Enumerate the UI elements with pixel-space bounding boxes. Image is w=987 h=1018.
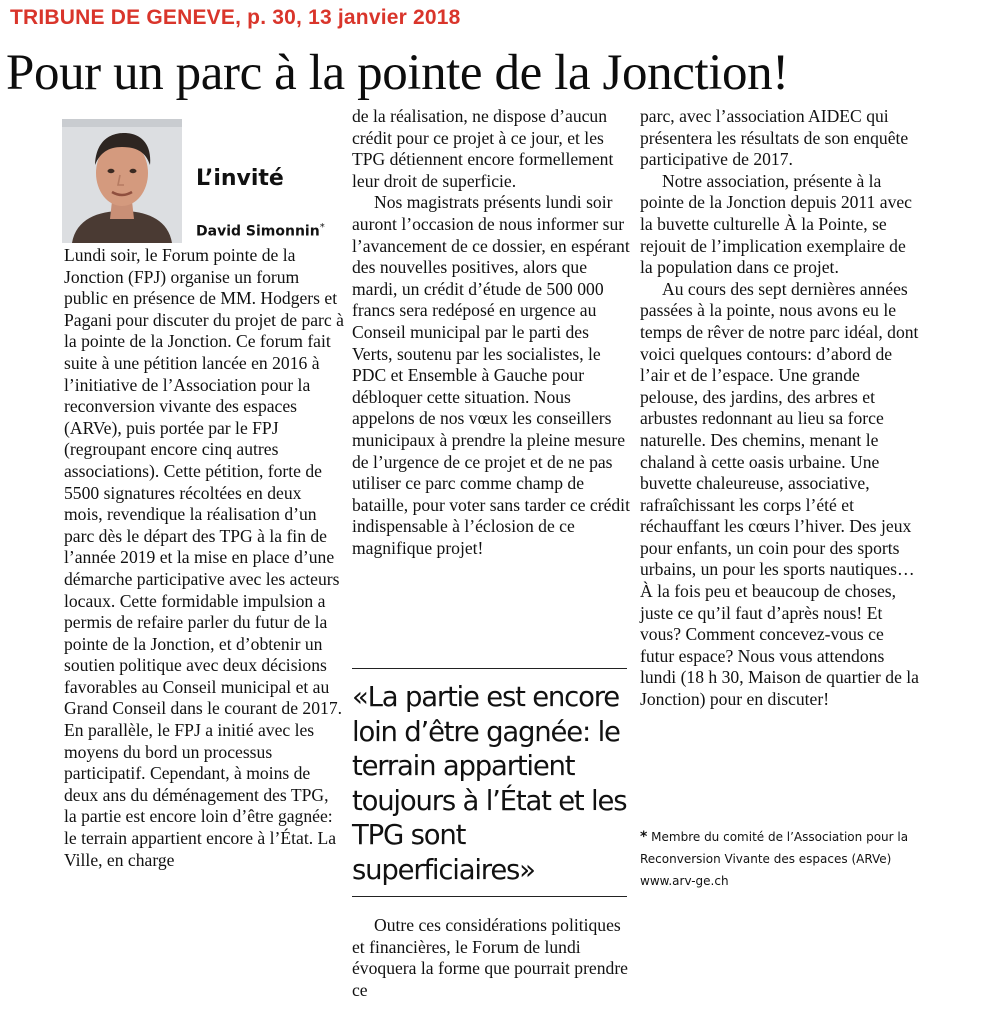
pull-quote-top-rule	[352, 668, 627, 669]
author-name-text: David Simonnin	[196, 223, 320, 240]
section-label: L’invité	[196, 166, 284, 191]
article-column-3	[640, 106, 922, 711]
author-photo	[62, 119, 182, 243]
column3-paragraph-1: parc, avec l’association AIDEC qui présentera les résultats de son enquête participative de 2017.	[640, 106, 909, 170]
column3-paragraph-3: Au cours des sept dernières années passées à la pointe, nous avons eu le temps de rêver de notre parc idéal, dont voici quelques contours: d’abord de l’air et de l’espace. Une grande pelouse, des jardins, des arbres et arbustes redonnant au lieu sa force naturelle. Des chemins, menant le chaland à cette oasis urbaine. Une buvette chaleureuse, associative, rafraîchissant les corps l’été et réchauffant les cœurs l’hiver. Des jeux pour enfants, un coin pour des sports urbains, un pour les sports nautiques… À la fois peu et beaucoup de choses, juste ce qu’il faut d’après nous! Et vous? Comment concevez-vous ce futur espace? Nous vous attendons lundi (18 h 30, Maison de quartier de la Jonction) pour en discuter!	[640, 278, 919, 710]
headline: Pour un parc à la pointe de la Jonction!	[6, 45, 789, 101]
footnote-mark: *	[640, 829, 648, 845]
source-line: TRIBUNE DE GENEVE, p. 30, 13 janvier 2018	[10, 6, 461, 29]
column2-paragraph-2: Nos magistrats présents lundi soir auront l’occasion de nous informer sur l’avancement de ce dossier, en espérant des nouvelles positives, alors que mardi, un crédit d’étude de 500 000 francs sera redéposé en urgence au Conseil municipal par le parti des Verts, soutenu par les socialistes, le PDC et Ensemble à Gauche pour débloquer cette situation. Nous appelons de nos vœux les conseillers municipaux à prendre la pleine mesure de l’urgence de ce projet et de ne pas utiliser ce parc comme champ de bataille, pour voter sans tarder ce crédit indispensable à l’éclosion de ce magnifique projet!	[352, 192, 630, 558]
column2-paragraph-3: Outre ces considérations politiques et financières, le Forum de lundi évoquera la forme que pourrait prendre ce	[352, 915, 628, 1000]
pull-quote: «La partie est encore loin d’être gagnée: le terrain appartient toujours à l’État et les TPG sont superficiaires»	[352, 681, 627, 886]
article-column-1	[64, 245, 344, 871]
article-column-2-continued	[352, 915, 632, 1001]
column2-paragraph-1: de la réalisation, ne dispose d’aucun crédit pour ce projet à ce jour, et les TPG détiennent encore formellement leur droit de superficie.	[352, 106, 614, 191]
author-mark: *	[319, 222, 325, 233]
author-name	[196, 222, 325, 240]
author-footnote	[640, 826, 910, 892]
column1-paragraph: Lundi soir, le Forum pointe de la Jonction (FPJ) organise un forum public en présence de MM. Hodgers et Pagani pour discuter du projet de parc à la pointe de la Jonction. Ce forum fait suite à une pétition lancée en 2016 à l’initiative de l’Association pour la reconversion vivante des espaces (ARVe), puis portée par le FPJ (regroupant encore cinq autres associations). Cette pétition, forte de 5500 signatures récoltées en deux mois, revendique la réalisation d’un parc dès le départ des TPG à la fin de l’année 2019 et la mise en place d’une démarche participative avec les acteurs locaux. Cette formidable impulsion a permis de refaire parler du futur de la pointe de la Jonction, et d’obtenir un soutien politique avec deux décisions favorables au Conseil municipal et au Grand Conseil dans le courant de 2017. En parallèle, le FPJ a initié avec les moyens du bord un processus participatif. Cependant, à moins de deux ans du déménagement des TPG, la partie est encore loin d’être gagnée: le terrain appartient encore à l’État. La Ville, en charge	[64, 245, 344, 870]
column3-paragraph-2: Notre association, présente à la pointe de la Jonction depuis 2011 avec la buvette culturelle À la Pointe, se rejouit de l’implication exemplaire de la population dans ce projet.	[640, 170, 912, 278]
pull-quote-bottom-rule	[352, 896, 627, 897]
author-portrait-icon	[62, 119, 182, 243]
article-column-2	[352, 106, 632, 559]
footnote-text: Membre du comité de l’Association pour la Reconversion Vivante des espaces (ARVe) www.arv-ge.ch	[640, 830, 909, 888]
